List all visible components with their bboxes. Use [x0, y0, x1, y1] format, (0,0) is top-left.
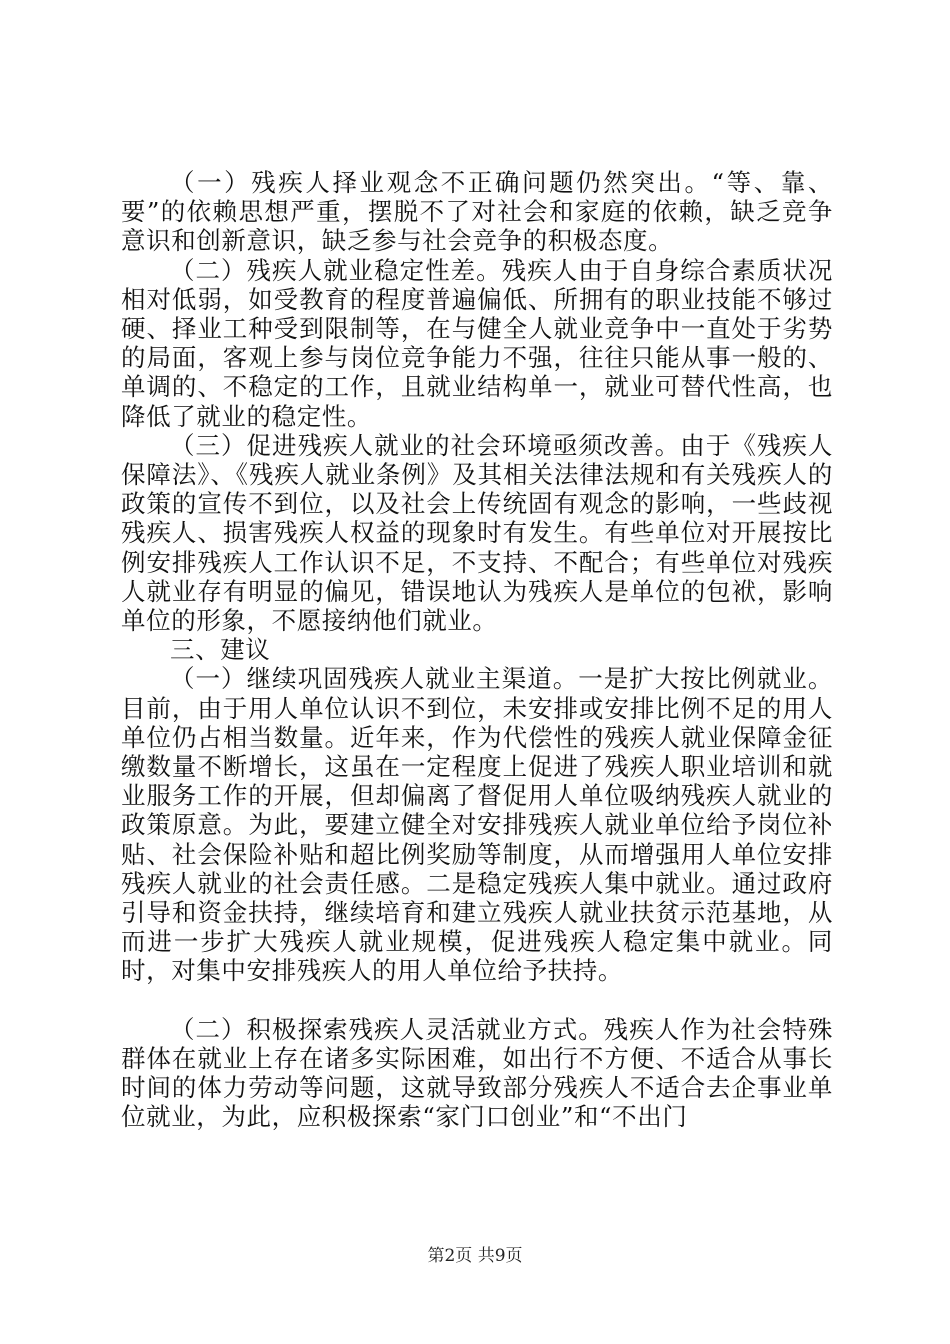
page-number-footer: 第2页 共9页 — [427, 1246, 523, 1266]
paragraph-3: （三）促进残疾人就业的社会环境亟须改善。由于《残疾人保障法》、《残疾人就业条例》及其相关法律法规和有关残疾人的政策的宣传不到位，以及社会上传统固有观念的影响，一些歧视残疾人、损害残疾人权益的现象时有发生。有些单位对开展按比例安排残疾人工作认识不足，不支持、不配合；有些单位对残疾人就业存有明显的偏见，错误地认为残疾人是单位的包袱，影响单位的形象，不愿接纳他们就业。 — [121, 430, 833, 636]
paragraph-5: （二）积极探索残疾人灵活就业方式。残疾人作为社会特殊群体在就业上存在诸多实际困难，如出行不方便、不适合从事长时间的体力劳动等问题，这就导致部分残疾人不适合去企事业单位就业，为此，应积极探索“家门口创业”和“不出门 — [121, 1014, 833, 1132]
document-body — [121, 168, 833, 1132]
paragraph-2: （二）残疾人就业稳定性差。残疾人由于自身综合素质状况相对低弱，如受教育的程度普遍偏低、所拥有的职业技能不够过硬、择业工种受到限制等，在与健全人就业竞争中一直处于劣势的局面，客观上参与岗位竞争能力不强，往往只能从事一般的、单调的、不稳定的工作，且就业结构单一，就业可替代性高，也降低了就业的稳定性。 — [121, 255, 833, 431]
section-heading: 三、建议 — [170, 635, 271, 665]
paragraph-4: （一）继续巩固残疾人就业主渠道。一是扩大按比例就业。目前，由于用人单位认识不到位，未安排或安排比例不足的用人单位仍占相当数量。近年来，作为代偿性的残疾人就业保障金征缴数量不断增长，这虽在一定程度上促进了残疾人职业培训和就业服务工作的开展，但却偏离了督促用人单位吸纳残疾人就业的政策原意。为此，要建立健全对安排残疾人就业单位给予岗位补贴、社会保险补贴和超比例奖励等制度，从而增强用人单位安排残疾人就业的社会责任感。二是稳定残疾人集中就业。通过政府引导和资金扶持，继续培育和建立残疾人就业扶贫示范基地，从而进一步扩大残疾人就业规模，促进残疾人稳定集中就业。同时，对集中安排残疾人的用人单位给予扶持。 — [121, 664, 833, 986]
paragraph-1: （一）残疾人择业观念不正确问题仍然突出。“等、靠、要”的依赖思想严重，摆脱不了对社会和家庭的依赖，缺乏竞争意识和创新意识，缺乏参与社会竞争的积极态度。 — [121, 168, 833, 256]
